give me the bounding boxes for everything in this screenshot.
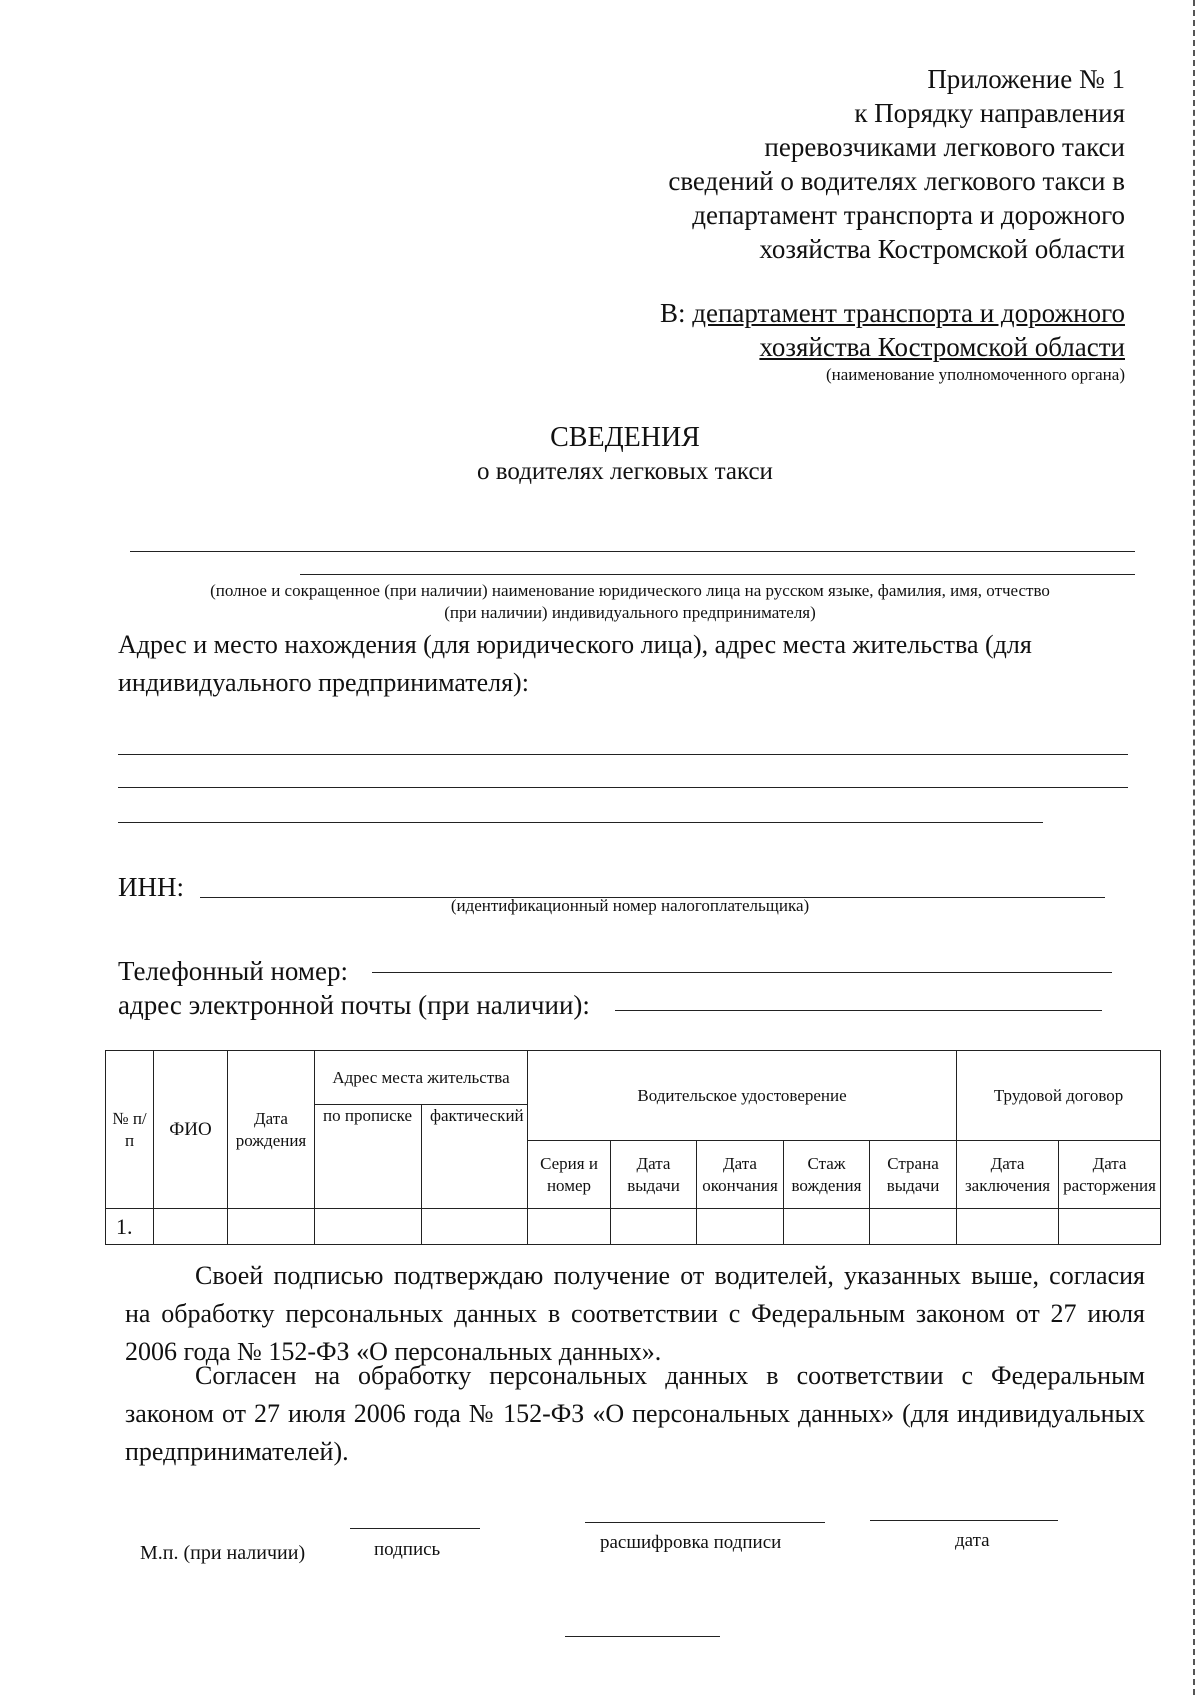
cell-contract-end[interactable]	[1059, 1209, 1161, 1245]
title-main: СВЕДЕНИЯ	[550, 422, 700, 453]
cell-license-end[interactable]	[697, 1209, 784, 1245]
col-contract-start: Дата заключения	[957, 1141, 1059, 1209]
header-line: к Порядку направления	[854, 98, 1125, 128]
address-line-1[interactable]	[118, 754, 1128, 755]
email-input-line[interactable]	[615, 1010, 1102, 1011]
recipient-line2: хозяйства Костромской области	[759, 332, 1125, 362]
header-line: перевозчиками легкового такси	[764, 132, 1125, 162]
entity-caption	[110, 580, 1150, 624]
cell-contract-start[interactable]	[957, 1209, 1059, 1245]
cell-birth[interactable]	[228, 1209, 315, 1245]
recipient-line1: департамент транспорта и дорожного	[692, 298, 1125, 328]
date-line[interactable]	[870, 1520, 1058, 1521]
col-contract-group: Трудовой договор	[957, 1051, 1161, 1141]
col-address-fact: фактический	[422, 1105, 528, 1209]
col-number: № п/п	[106, 1051, 154, 1209]
consent-paragraph-1: Своей подписью подтверждаю получение от водителей, указанных выше, согласия на обработку персональных данных в соответствии с Федеральным законом от 27 июля 2006 года № 152-ФЗ «О персональных данных».	[125, 1261, 1145, 1366]
cell-license-issue[interactable]	[611, 1209, 697, 1245]
cell-fio[interactable]	[154, 1209, 228, 1245]
signature-line[interactable]	[350, 1528, 480, 1529]
row-number: 1.	[106, 1209, 154, 1245]
phone-input-line[interactable]	[372, 972, 1112, 973]
decode-line[interactable]	[585, 1522, 825, 1523]
drivers-table	[105, 1050, 1161, 1245]
address-line-3[interactable]	[118, 822, 1043, 823]
col-license-end: Дата окончания	[697, 1141, 784, 1209]
col-license-country: Страна выдачи	[870, 1141, 957, 1209]
consent-paragraph-2: Согласен на обработку персональных данных в соответствии с Федеральным законом от 27 июля 2006 года № 152-ФЗ «О персональных данных» (для индивидуальных предпринимателей).	[125, 1361, 1145, 1466]
header-line: хозяйства Костромской области	[759, 234, 1125, 264]
bottom-line	[565, 1636, 720, 1637]
table-row	[106, 1209, 1161, 1245]
col-birth: Дата рождения	[228, 1051, 315, 1209]
document-title	[350, 420, 900, 488]
stamp-label: М.п. (при наличии)	[140, 1542, 306, 1564]
entity-caption-line2: (при наличии) индивидуального предпринимателя)	[444, 603, 816, 622]
address-line-2[interactable]	[118, 787, 1128, 788]
entity-name-line-1[interactable]	[130, 551, 1135, 552]
cell-address-reg[interactable]	[315, 1209, 422, 1245]
address-label	[118, 626, 1168, 702]
email-label: адрес электронной почты (при наличии):	[118, 990, 590, 1020]
title-sub: о водителях легковых такси	[477, 458, 773, 485]
entity-caption-line1: (полное и сокращенное (при наличии) наименование юридического лица на русском языке, фамилия, имя, отчество	[210, 581, 1050, 600]
address-label-line2: индивидуального предпринимателя):	[118, 668, 529, 697]
cell-license-country[interactable]	[870, 1209, 957, 1245]
inn-label: ИНН:	[118, 872, 184, 902]
col-address-group: Адрес места жительства	[315, 1051, 528, 1105]
address-label-line1: Адрес и место нахождения (для юридического лица), адрес места жительства (для	[118, 630, 1032, 659]
inn-caption: (идентификационный номер налогоплательщика)	[450, 896, 810, 915]
date-label: дата	[955, 1530, 990, 1551]
header-line: сведений о водителях легкового такси в	[668, 166, 1125, 196]
col-license-exp: Стаж вождения	[784, 1141, 870, 1209]
phone-label: Телефонный номер:	[118, 956, 348, 986]
col-license-group: Водительское удостоверение	[528, 1051, 957, 1141]
sign-label: подпись	[374, 1539, 441, 1560]
col-license-issue: Дата выдачи	[611, 1141, 697, 1209]
header-line: Приложение № 1	[927, 64, 1125, 94]
recipient-caption: (наименование уполномоченного органа)	[825, 365, 1125, 384]
decode-label: расшифровка подписи	[600, 1532, 782, 1553]
scan-edge	[1193, 0, 1195, 1695]
appendix-header	[425, 62, 1125, 266]
recipient-block	[565, 296, 1125, 386]
col-address-reg: по прописке	[315, 1105, 422, 1209]
header-line: департамент транспорта и дорожного	[692, 200, 1125, 230]
col-fio: ФИО	[154, 1051, 228, 1209]
recipient-prefix: В:	[659, 298, 686, 328]
col-contract-end: Дата расторжения	[1059, 1141, 1161, 1209]
cell-license-series[interactable]	[528, 1209, 611, 1245]
cell-license-exp[interactable]	[784, 1209, 870, 1245]
cell-address-fact[interactable]	[422, 1209, 528, 1245]
entity-name-line-2[interactable]	[300, 574, 1135, 575]
col-license-series: Серия и номер	[528, 1141, 611, 1209]
